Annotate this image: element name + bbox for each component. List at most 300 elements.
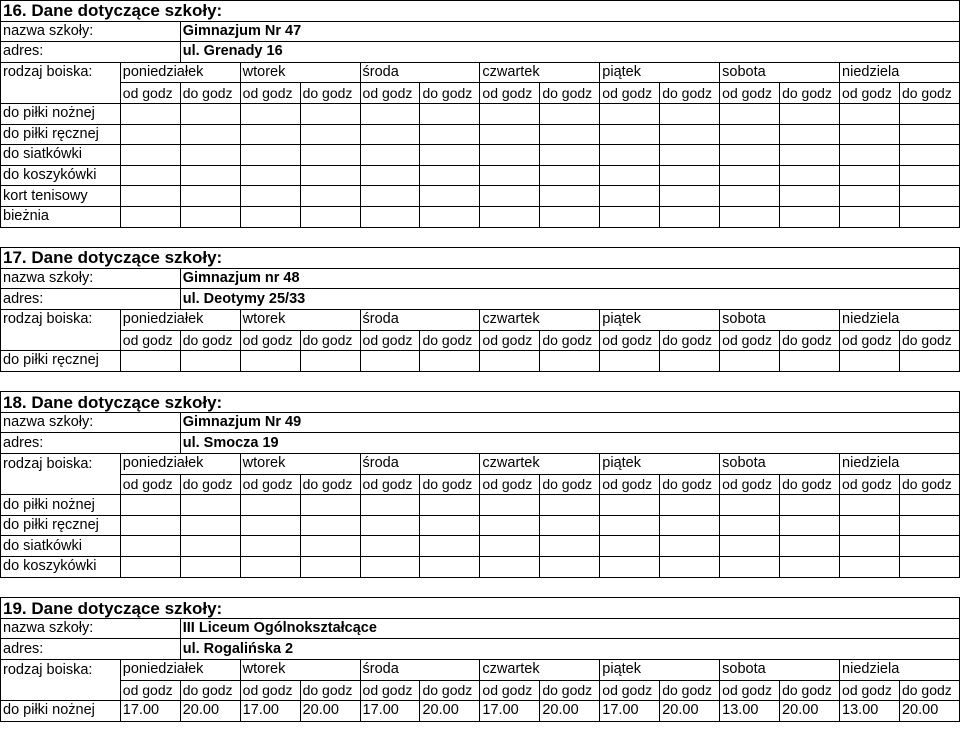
time-cell[interactable]: [420, 186, 480, 207]
time-cell[interactable]: [780, 536, 840, 557]
time-cell[interactable]: [120, 557, 180, 578]
time-cell[interactable]: [780, 557, 840, 578]
time-cell[interactable]: [120, 124, 180, 145]
time-cell[interactable]: [480, 495, 540, 516]
time-cell[interactable]: [180, 124, 240, 145]
from-time-header: od godz: [120, 474, 180, 495]
time-cell[interactable]: [660, 557, 720, 578]
time-cell[interactable]: [540, 515, 600, 536]
from-time-header: od godz: [240, 680, 300, 701]
time-cell[interactable]: [540, 165, 600, 186]
to-time-header: do godz: [420, 474, 480, 495]
time-cell[interactable]: [720, 495, 780, 516]
time-cell[interactable]: 20.00: [420, 701, 480, 722]
time-cell[interactable]: [600, 124, 660, 145]
field-row: [1, 206, 960, 227]
time-cell[interactable]: [660, 536, 720, 557]
day-header-row: [1, 62, 960, 83]
time-cell[interactable]: [660, 515, 720, 536]
time-cell[interactable]: [540, 557, 600, 578]
time-cell[interactable]: [840, 186, 900, 207]
section-title-row: [1, 248, 960, 269]
to-time-header: do godz: [300, 83, 360, 104]
school-address-label: adres:: [1, 42, 181, 63]
time-cell[interactable]: [120, 515, 180, 536]
from-time-header: od godz: [360, 474, 420, 495]
school-address-row: [1, 289, 960, 310]
time-cell[interactable]: [780, 186, 840, 207]
time-cell[interactable]: [480, 536, 540, 557]
time-cell[interactable]: [180, 165, 240, 186]
time-cell[interactable]: [660, 206, 720, 227]
day-header: środa: [360, 62, 480, 83]
day-header: środa: [360, 660, 480, 681]
time-cell[interactable]: 17.00: [480, 701, 540, 722]
time-cell[interactable]: [480, 145, 540, 166]
time-cell[interactable]: [899, 495, 959, 516]
from-time-header: od godz: [720, 83, 780, 104]
school-name-label: nazwa szkoły:: [1, 21, 181, 42]
time-cell[interactable]: [120, 206, 180, 227]
time-cell[interactable]: [180, 206, 240, 227]
field-type-label: rodzaj boiska:: [1, 62, 121, 83]
day-header: piątek: [600, 62, 720, 83]
time-cell[interactable]: [480, 124, 540, 145]
time-cell[interactable]: [240, 557, 300, 578]
time-cell[interactable]: [720, 103, 780, 124]
to-time-header: do godz: [180, 83, 240, 104]
time-cell[interactable]: [899, 186, 959, 207]
time-cell[interactable]: [720, 145, 780, 166]
time-cell[interactable]: [300, 557, 360, 578]
time-cell[interactable]: [120, 145, 180, 166]
to-time-header: do godz: [180, 330, 240, 351]
time-cell[interactable]: [300, 495, 360, 516]
school-address: ul. Grenady 16: [180, 42, 959, 63]
time-cell[interactable]: [120, 165, 180, 186]
school-name-row: [1, 268, 960, 289]
section-title: 17. Dane dotyczące szkoły:: [1, 248, 960, 269]
time-cell[interactable]: [840, 515, 900, 536]
time-cell[interactable]: [180, 145, 240, 166]
time-cell[interactable]: [480, 165, 540, 186]
from-time-header: od godz: [840, 680, 900, 701]
time-cell[interactable]: [720, 515, 780, 536]
subheader-spacer: [1, 83, 121, 104]
time-cell[interactable]: [240, 495, 300, 516]
school-name-row: [1, 412, 960, 433]
time-cell[interactable]: [360, 351, 420, 372]
day-header: środa: [360, 454, 480, 475]
to-time-header: do godz: [540, 680, 600, 701]
time-cell[interactable]: [720, 536, 780, 557]
to-time-header: do godz: [780, 474, 840, 495]
subheader-spacer: [1, 474, 121, 495]
from-time-header: od godz: [720, 330, 780, 351]
field-row: [1, 351, 960, 372]
time-cell[interactable]: 13.00: [720, 701, 780, 722]
time-cell[interactable]: [780, 515, 840, 536]
from-time-header: od godz: [840, 83, 900, 104]
time-cell[interactable]: [600, 351, 660, 372]
time-cell[interactable]: [360, 536, 420, 557]
from-time-header: od godz: [360, 330, 420, 351]
time-cell[interactable]: [420, 536, 480, 557]
time-cell[interactable]: 20.00: [300, 701, 360, 722]
day-header: poniedziałek: [120, 62, 240, 83]
time-cell[interactable]: [720, 186, 780, 207]
to-time-header: do godz: [300, 330, 360, 351]
field-label: do piłki nożnej: [1, 701, 121, 722]
field-type-label: rodzaj boiska:: [1, 454, 121, 475]
time-cell[interactable]: [600, 495, 660, 516]
to-time-header: do godz: [899, 680, 959, 701]
section-title-row: [1, 598, 960, 619]
spacer-row: [1, 371, 960, 392]
time-cell[interactable]: [180, 103, 240, 124]
time-cell[interactable]: 17.00: [600, 701, 660, 722]
time-cell[interactable]: [600, 515, 660, 536]
time-cell[interactable]: [780, 351, 840, 372]
field-label: do piłki ręcznej: [1, 351, 121, 372]
time-cell[interactable]: [120, 351, 180, 372]
day-header: piątek: [600, 454, 720, 475]
school-address: ul. Rogalińska 2: [180, 639, 959, 660]
time-cell[interactable]: [840, 557, 900, 578]
field-label: do koszykówki: [1, 165, 121, 186]
time-cell[interactable]: [780, 145, 840, 166]
time-cell[interactable]: [420, 145, 480, 166]
day-header: czwartek: [480, 62, 600, 83]
to-time-header: do godz: [780, 680, 840, 701]
field-row: [1, 103, 960, 124]
subheader-spacer: [1, 680, 121, 701]
day-header: środa: [360, 309, 480, 330]
time-cell[interactable]: [840, 351, 900, 372]
time-cell[interactable]: [480, 186, 540, 207]
day-header: czwartek: [480, 454, 600, 475]
day-header: niedziela: [840, 454, 960, 475]
spacer-row: [1, 227, 960, 248]
time-cell[interactable]: [660, 186, 720, 207]
spacer-cell: [1, 577, 960, 598]
to-time-header: do godz: [540, 474, 600, 495]
time-cell[interactable]: [840, 536, 900, 557]
time-cell[interactable]: [180, 557, 240, 578]
time-cell[interactable]: [840, 124, 900, 145]
to-time-header: do godz: [899, 330, 959, 351]
time-cell[interactable]: [180, 536, 240, 557]
to-time-header: do godz: [660, 83, 720, 104]
time-cell[interactable]: [540, 103, 600, 124]
day-header: niedziela: [840, 62, 960, 83]
time-cell[interactable]: [540, 495, 600, 516]
time-cell[interactable]: [600, 536, 660, 557]
time-cell[interactable]: [720, 124, 780, 145]
time-cell[interactable]: [480, 557, 540, 578]
school-address-row: [1, 42, 960, 63]
time-cell[interactable]: [300, 124, 360, 145]
time-cell[interactable]: [120, 103, 180, 124]
to-time-header: do godz: [780, 83, 840, 104]
school-address-label: adres:: [1, 639, 181, 660]
day-header: sobota: [720, 454, 840, 475]
time-cell[interactable]: [240, 536, 300, 557]
time-cell[interactable]: [360, 103, 420, 124]
time-cell[interactable]: [420, 206, 480, 227]
time-cell[interactable]: [360, 145, 420, 166]
time-cell[interactable]: [720, 206, 780, 227]
time-cell[interactable]: [899, 515, 959, 536]
time-cell[interactable]: [420, 124, 480, 145]
time-cell[interactable]: [300, 206, 360, 227]
time-cell[interactable]: [899, 145, 959, 166]
time-cell[interactable]: [899, 124, 959, 145]
time-cell[interactable]: [780, 206, 840, 227]
time-cell[interactable]: [840, 103, 900, 124]
day-header: piątek: [600, 309, 720, 330]
school-name-row: [1, 618, 960, 639]
time-cell[interactable]: [300, 351, 360, 372]
time-cell[interactable]: [720, 351, 780, 372]
time-cell[interactable]: [899, 165, 959, 186]
time-subheader-row: [1, 474, 960, 495]
time-cell[interactable]: [420, 495, 480, 516]
time-cell[interactable]: [899, 206, 959, 227]
time-cell[interactable]: [360, 515, 420, 536]
time-cell[interactable]: [480, 103, 540, 124]
section-title-row: [1, 392, 960, 413]
from-time-header: od godz: [720, 474, 780, 495]
time-cell[interactable]: [899, 103, 959, 124]
time-cell[interactable]: [540, 186, 600, 207]
from-time-header: od godz: [240, 330, 300, 351]
time-cell[interactable]: [720, 557, 780, 578]
time-cell[interactable]: 17.00: [360, 701, 420, 722]
to-time-header: do godz: [300, 474, 360, 495]
time-cell[interactable]: [240, 124, 300, 145]
time-cell[interactable]: [420, 103, 480, 124]
time-cell[interactable]: [120, 186, 180, 207]
field-type-label: rodzaj boiska:: [1, 660, 121, 681]
time-cell[interactable]: [360, 186, 420, 207]
time-cell[interactable]: [240, 145, 300, 166]
school-name: III Liceum Ogólnokształcące: [180, 618, 959, 639]
time-cell[interactable]: [180, 351, 240, 372]
from-time-header: od godz: [600, 474, 660, 495]
from-time-header: od godz: [360, 83, 420, 104]
time-cell[interactable]: [120, 536, 180, 557]
time-cell[interactable]: [240, 515, 300, 536]
section-title: 16. Dane dotyczące szkoły:: [1, 1, 960, 22]
time-cell[interactable]: [600, 557, 660, 578]
time-cell[interactable]: [540, 351, 600, 372]
field-row: [1, 186, 960, 207]
time-cell[interactable]: 20.00: [660, 701, 720, 722]
from-time-header: od godz: [720, 680, 780, 701]
from-time-header: od godz: [120, 680, 180, 701]
time-cell[interactable]: [780, 165, 840, 186]
time-cell[interactable]: 13.00: [840, 701, 900, 722]
to-time-header: do godz: [899, 83, 959, 104]
to-time-header: do godz: [780, 330, 840, 351]
time-subheader-row: [1, 680, 960, 701]
time-cell[interactable]: [480, 515, 540, 536]
time-cell[interactable]: [540, 124, 600, 145]
time-cell[interactable]: [300, 103, 360, 124]
time-cell[interactable]: [660, 124, 720, 145]
time-cell[interactable]: [240, 186, 300, 207]
from-time-header: od godz: [600, 330, 660, 351]
from-time-header: od godz: [480, 83, 540, 104]
time-cell[interactable]: [600, 145, 660, 166]
school-address: ul. Smocza 19: [180, 433, 959, 454]
time-cell[interactable]: [180, 515, 240, 536]
time-cell[interactable]: [720, 165, 780, 186]
school-name: Gimnazjum Nr 47: [180, 21, 959, 42]
time-cell[interactable]: [420, 557, 480, 578]
school-name: Gimnazjum nr 48: [180, 268, 959, 289]
time-cell[interactable]: [899, 536, 959, 557]
time-cell[interactable]: [660, 351, 720, 372]
field-row: [1, 165, 960, 186]
from-time-header: od godz: [120, 83, 180, 104]
day-header: poniedziałek: [120, 454, 240, 475]
time-cell[interactable]: [840, 145, 900, 166]
time-cell[interactable]: [600, 206, 660, 227]
field-row: [1, 124, 960, 145]
time-cell[interactable]: 20.00: [540, 701, 600, 722]
time-cell[interactable]: [180, 186, 240, 207]
time-cell[interactable]: [240, 206, 300, 227]
time-cell[interactable]: [360, 124, 420, 145]
from-time-header: od godz: [120, 330, 180, 351]
time-cell[interactable]: [480, 206, 540, 227]
day-header-row: [1, 454, 960, 475]
time-subheader-row: [1, 83, 960, 104]
time-cell[interactable]: [240, 165, 300, 186]
field-label: do koszykówki: [1, 557, 121, 578]
school-address: ul. Deotymy 25/33: [180, 289, 959, 310]
day-header: niedziela: [840, 309, 960, 330]
day-header: czwartek: [480, 660, 600, 681]
school-name-row: [1, 21, 960, 42]
time-cell[interactable]: [180, 495, 240, 516]
to-time-header: do godz: [420, 680, 480, 701]
time-cell[interactable]: [360, 495, 420, 516]
time-cell[interactable]: [420, 165, 480, 186]
to-time-header: do godz: [420, 330, 480, 351]
time-cell[interactable]: [600, 103, 660, 124]
to-time-header: do godz: [180, 474, 240, 495]
time-cell[interactable]: [420, 351, 480, 372]
from-time-header: od godz: [840, 474, 900, 495]
time-cell[interactable]: [660, 103, 720, 124]
day-header-row: [1, 660, 960, 681]
to-time-header: do godz: [660, 474, 720, 495]
from-time-header: od godz: [480, 680, 540, 701]
section-title: 18. Dane dotyczące szkoły:: [1, 392, 960, 413]
time-cell[interactable]: [300, 536, 360, 557]
from-time-header: od godz: [600, 83, 660, 104]
time-cell[interactable]: [480, 351, 540, 372]
field-type-label: rodzaj boiska:: [1, 309, 121, 330]
time-cell[interactable]: [300, 145, 360, 166]
spacer-row: [1, 577, 960, 598]
time-cell[interactable]: [540, 145, 600, 166]
time-cell[interactable]: [360, 165, 420, 186]
day-header: wtorek: [240, 454, 360, 475]
to-time-header: do godz: [540, 330, 600, 351]
field-label: do piłki ręcznej: [1, 124, 121, 145]
time-cell[interactable]: [360, 557, 420, 578]
school-address-label: adres:: [1, 289, 181, 310]
time-cell[interactable]: [660, 145, 720, 166]
time-cell[interactable]: [540, 536, 600, 557]
to-time-header: do godz: [540, 83, 600, 104]
time-cell[interactable]: 20.00: [899, 701, 959, 722]
time-cell[interactable]: [600, 186, 660, 207]
time-cell[interactable]: [780, 495, 840, 516]
section-title-row: [1, 1, 960, 22]
day-header: sobota: [720, 309, 840, 330]
to-time-header: do godz: [420, 83, 480, 104]
time-cell[interactable]: [240, 103, 300, 124]
field-row: [1, 515, 960, 536]
time-cell[interactable]: [600, 165, 660, 186]
time-cell[interactable]: [899, 351, 959, 372]
time-cell[interactable]: 20.00: [780, 701, 840, 722]
day-header: niedziela: [840, 660, 960, 681]
time-cell[interactable]: [300, 186, 360, 207]
spacer-cell: [1, 227, 960, 248]
field-row: [1, 557, 960, 578]
section-title: 19. Dane dotyczące szkoły:: [1, 598, 960, 619]
time-cell[interactable]: 17.00: [240, 701, 300, 722]
time-cell[interactable]: [240, 351, 300, 372]
from-time-header: od godz: [480, 330, 540, 351]
school-name-label: nazwa szkoły:: [1, 268, 181, 289]
time-cell[interactable]: [300, 515, 360, 536]
from-time-header: od godz: [240, 474, 300, 495]
time-cell[interactable]: [300, 165, 360, 186]
field-label: do siatkówki: [1, 536, 121, 557]
field-label: do siatkówki: [1, 145, 121, 166]
school-name-label: nazwa szkoły:: [1, 412, 181, 433]
time-cell[interactable]: 17.00: [120, 701, 180, 722]
school-address-label: adres:: [1, 433, 181, 454]
field-row: [1, 145, 960, 166]
time-cell[interactable]: [540, 206, 600, 227]
to-time-header: do godz: [300, 680, 360, 701]
field-label: do piłki ręcznej: [1, 515, 121, 536]
time-cell[interactable]: [840, 165, 900, 186]
time-cell[interactable]: [780, 124, 840, 145]
time-cell[interactable]: [899, 557, 959, 578]
day-header: wtorek: [240, 62, 360, 83]
time-cell[interactable]: [840, 206, 900, 227]
day-header: poniedziałek: [120, 660, 240, 681]
time-cell[interactable]: [120, 495, 180, 516]
time-cell[interactable]: [360, 206, 420, 227]
time-cell[interactable]: [660, 495, 720, 516]
time-cell[interactable]: [420, 515, 480, 536]
time-cell[interactable]: 20.00: [180, 701, 240, 722]
time-cell[interactable]: [780, 103, 840, 124]
from-time-header: od godz: [240, 83, 300, 104]
time-cell[interactable]: [840, 495, 900, 516]
time-cell[interactable]: [660, 165, 720, 186]
